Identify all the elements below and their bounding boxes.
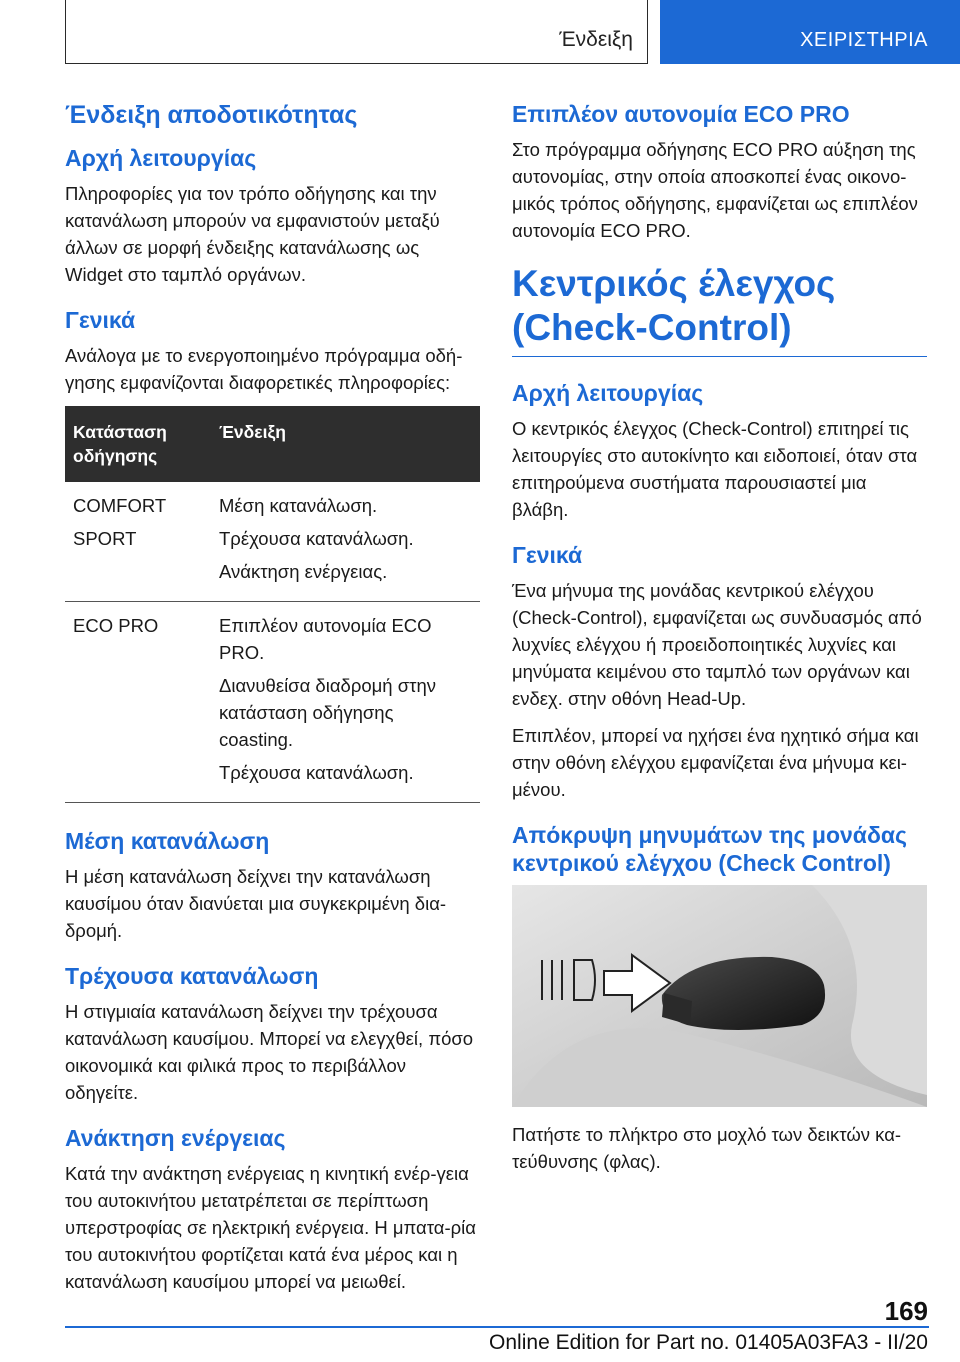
section-current [65,962,480,1106]
heading-current: Τρέχουσα κατανάλωση [65,963,319,989]
heading-general: Γενικά [65,307,136,333]
heading-principle: Αρχή λειτουργίας [65,145,257,171]
heading-cc-principle: Αρχή λειτουργίας [512,380,704,406]
recovery-text: Κατά την ανάκτηση ενέργειας η κινητική ενέρ-γεια του αυτοκινήτου μετατρέπεται σε περίπτωση υπερστροφίας σε ηλεκτρική ενέργεια. Η μπατα-ρία του αυτοκινήτου φορτίζεται κατά ένα μέρος και η κατανάλωση καυσίμου μπορεί να μειωθεί. [65,1163,476,1292]
left-column [65,100,480,1313]
header-section-label: Ένδειξη [559,28,633,51]
table-header-row [65,406,480,482]
mode-label: ECO PRO [73,615,159,636]
heading-eco-pro: Επιπλέον αυτονομία ECO PRO [512,101,850,127]
table-row [65,482,480,602]
section-principle [65,144,480,288]
general-text: Ανάλογα με το ενεργοποιημένο πρόγραμμα οδή-γησης εμφανίζονται διαφορετικές πληροφορίες: [65,345,463,393]
section-eco-pro [512,100,927,244]
mode-label: SPORT [73,528,137,549]
display-item: Τρέχουσα κατανάλωση. [219,762,414,783]
table-cell-items [211,602,480,803]
section-hide-messages [512,821,927,1175]
table-cell-items [211,482,480,602]
section-general [65,306,480,396]
section-title-efficiency: Ένδειξη αποδοτικότητας [65,101,358,129]
footer-edition: Online Edition for Part no. 01405A03FA3 - II/20 [489,1331,928,1354]
table-header-display: Ένδειξη [211,406,480,482]
chapter-title-check-control: Κεντρικός έλεγχος (Check-Control) [512,262,927,357]
table-cell-modes [65,482,211,602]
footer-divider [65,1326,929,1328]
section-average [65,827,480,944]
header-section-box [65,0,648,64]
display-item: Ανάκτηση ενέργειας. [219,561,388,582]
header-chapter-tab [660,0,960,64]
cc-principle-text: Ο κεντρικός έλεγχος (Check-Control) επιτηρεί τις λειτουργίες στο αυτοκίνητο και ειδοποιεί, όταν στα επιτηρούμενα συστήματα παρουσιαστεί μια βλάβη. [512,418,918,520]
principle-text: Πληροφορίες για τον τρόπο οδήγησης και την κατανάλωση μπορούν να εμφανιστούν μεταξύ άλλων σε μορφή ένδειξης κατανάλωσης ως Widget στο ταμπλό οργάνων. [65,183,440,285]
cc-general-text-1: Ένα μήνυμα της μονάδας κεντρικού ελέγχου (Check-Control), εμφανίζεται ως συνδυασμός από λυχνίες ελέγχου ή προειδοποιητικές λυχνίες και μηνύματα κειμένου στο ταμπλό των οργάνων και ενδεχ. στην οθόνη Head-Up. [512,580,922,709]
cc-general-text-2: Επιπλέον, μπορεί να ηχήσει ένα ηχητικό σήμα και στην οθόνη ελέγχου εμφανίζεται ένα μήνυμα κει-μένου. [512,725,919,800]
lever-illustration-svg [512,885,927,1107]
heading-cc-general: Γενικά [512,542,583,568]
table-header-mode: Κατάσταση οδήγησης [65,406,211,482]
table-row [65,602,480,803]
current-text: Η στιγμιαία κατανάλωση δείχνει την τρέχουσα κατανάλωση καυσίμου. Μπορεί να ελεγχθεί, πόσο οικονομικά και φιλικά προς το περιβάλλον οδηγείτε. [65,1001,474,1103]
heading-average: Μέση κατανάλωση [65,828,270,854]
section-cc-principle [512,379,927,523]
turn-signal-lever-illustration [512,885,927,1107]
display-item: Μέση κατανάλωση. [219,495,378,516]
heading-recovery: Ανάκτηση ενέργειας [65,1125,286,1151]
right-column [512,100,927,1185]
driving-mode-table [65,406,480,803]
display-item: Διανυθείσα διαδρομή στην κατάσταση οδήγησης coasting. [219,675,436,750]
page-number: 169 [884,1296,928,1326]
table-cell-modes [65,602,211,803]
eco-pro-text: Στο πρόγραμμα οδήγησης ECO PRO αύξηση της αυτονομίας, στην οποία αποσκοπεί ένας οικονο-μικός τρόπος οδήγησης, εμφανίζεται ως επιπλέον αυτονομία ECO PRO. [512,139,918,241]
display-item: Τρέχουσα κατανάλωση. [219,528,414,549]
section-cc-general [512,541,927,803]
header-chapter-label: ΧΕΙΡΙΣΤΗΡΙΑ [800,29,928,51]
section-recovery [65,1124,480,1295]
average-text: Η μέση κατανάλωση δείχνει την κατανάλωση καυσίμου όταν διανύεται μια συγκεκριμένη δια-δρομή. [65,866,447,941]
hide-messages-text: Πατήστε το πλήκτρο στο μοχλό των δεικτών κα-τεύθυνσης (φλας). [512,1124,902,1172]
display-item: Επιπλέον αυτονομία ECO PRO. [219,615,432,663]
mode-label: COMFORT [73,495,167,516]
heading-hide-messages: Απόκρυψη μηνυμάτων της μονάδας κεντρικού ελέγχου (Check Control) [512,822,907,876]
